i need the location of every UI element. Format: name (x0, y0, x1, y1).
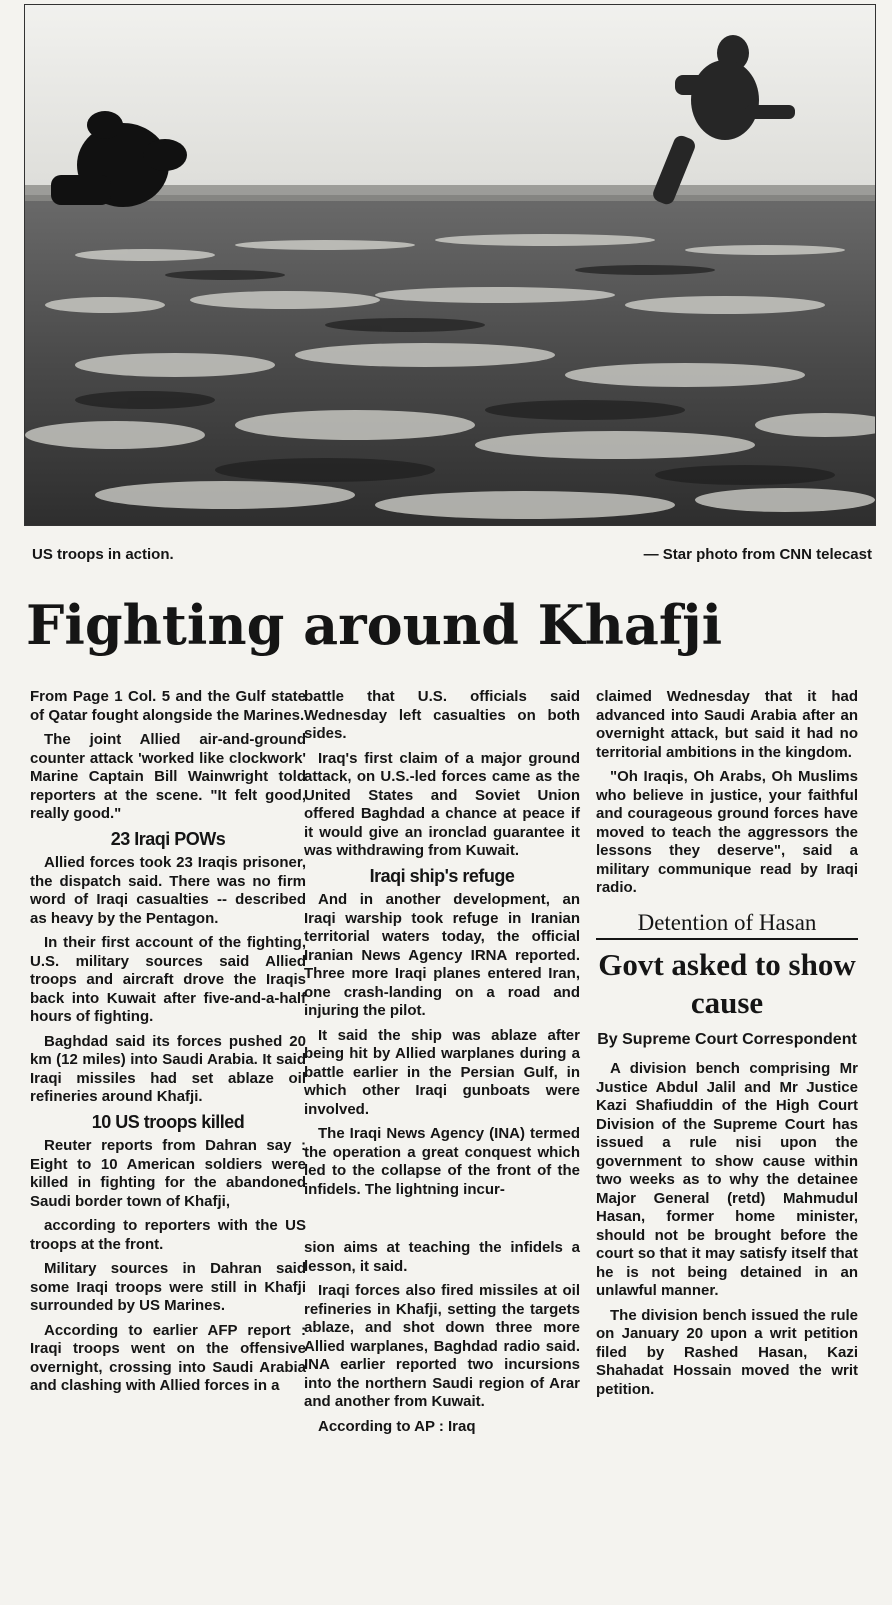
photo-credit: — Star photo from CNN telecast (643, 546, 872, 563)
paragraph: According to AP : Iraq (318, 1417, 476, 1435)
section-kicker: Detention of Hasan (596, 914, 858, 941)
paragraph: Reuter reports from Dahran say : Eight to 10 American soldiers were killed in fighting for the abandoned Saudi border town of Khafji, (30, 1137, 306, 1210)
main-headline: Fighting around Khafji (26, 593, 723, 657)
paragraph: sion aims at teaching the infidels a lesson, it said. (304, 1239, 580, 1275)
paragraph: The division bench issued the rule on January 20 upon a writ petition filed by Rashed Hasan, Kazi Shahadat Hossain moved the writ petition. (596, 1306, 858, 1398)
paragraph: according to reporters with the US troops at the front. (30, 1217, 306, 1253)
article-column-3 (596, 688, 858, 1405)
paragraph: The Iraqi News Agency (INA) termed the operation a great conquest which led to the collapse of the front of the infidels. The lightning incur- (304, 1125, 580, 1198)
story-headline: Govt asked to show cause (598, 947, 856, 1020)
desert-battle-image (25, 5, 875, 525)
photo-caption: US troops in action. (32, 546, 174, 563)
paragraph: Iraq's first claim of a major ground attack, on U.S.-led forces came as the United States and Soviet Union offered Baghdad a chance at peace if it would give an ironclad guarantee it was withdrawing from Kuwait. (304, 749, 580, 859)
subheading: Iraqi ship's refuge (369, 865, 515, 886)
paragraph: Baghdad said its forces pushed 20 km (12 miles) into Saudi Arabia. It said Iraqi missiles had set ablaze oil refineries around Khafji. (30, 1032, 306, 1105)
article-column-2 (304, 688, 580, 1442)
paragraph: Military sources in Dahran said some Iraqi troops were still in Khafji surrounded by US Marines. (30, 1260, 306, 1314)
subheading: 10 US troops killed (91, 1111, 245, 1132)
paragraph: It said the ship was ablaze after being hit by Allied warplanes during a battle earlier in the Persian Gulf, in which other Iraqi gunboats were involved. (304, 1026, 580, 1118)
paragraph: Iraqi forces also fired missiles at oil refineries in Khafji, setting the targets ablaze, and shot down three more Allied warplanes, Baghdad radio said. INA earlier reported two incursions into the northern Saudi region of Arar and another from Kuwait. (304, 1282, 580, 1410)
paragraph: From Page 1 Col. 5 and the Gulf state of Qatar fought alongside the Marines. (30, 688, 306, 724)
paragraph: claimed Wednesday that it had advanced into Saudi Arabia after an overnight attack, but said it had no territorial ambitions in the kingdom. (596, 688, 858, 761)
paragraph: In their first account of the fighting, U.S. military sources said Allied troops and aircraft drove the Iraqis back into Kuwait after five-and-a-half hours of fighting. (30, 934, 306, 1025)
paragraph: According to earlier AFP report : Iraqi troops went on the offensive overnight, crossing into Saudi Arabia and clashing with Allied forces in a (30, 1321, 306, 1394)
byline: By Supreme Court Correspondent (597, 1031, 857, 1048)
news-photo (24, 4, 876, 526)
paragraph: Allied forces took 23 Iraqis prisoner, the dispatch said. There was no firm word of Iraqi casualties -- described as heavy by the Pentagon. (30, 854, 306, 927)
paragraph: The joint Allied air-and-ground counter attack 'worked like clockwork' Marine Captain Bill Wainwright told reporters at the scene. "It felt good, really good." (30, 731, 306, 822)
paragraph: "Oh Iraqis, Oh Arabs, Oh Muslims who believe in justice, your faithful and courageous ground forces have moved to teach the aggressors the lessons they deserve", said a military communique read by Iraqi radio. (596, 768, 858, 896)
subheading: 23 Iraqi POWs (110, 828, 226, 849)
column-gap (304, 1205, 580, 1239)
article-column-1 (30, 688, 306, 1402)
paragraph: battle that U.S. officials said Wednesday left casualties on both sides. (304, 688, 580, 742)
paragraph: A division bench comprising Mr Justice Abdul Jalil and Mr Justice Kazi Shafiuddin of the High Court Division of the Supreme Court has issued a rule nisi upon the government to show cause within two weeks as to why the detainee Major General (retd) Mahmudul Hasan, former home minister, should not be brought before the court so that it may satisfy itself that he is not being detained in an unlawful manner. (596, 1060, 858, 1299)
paragraph: And in another development, an Iraqi warship took refuge in Iranian territorial waters today, the official Iranian News Agency IRNA reported. Three more Iraqi planes entered Iran, one crash-landing on a road and injuring the pilot. (304, 891, 580, 1019)
